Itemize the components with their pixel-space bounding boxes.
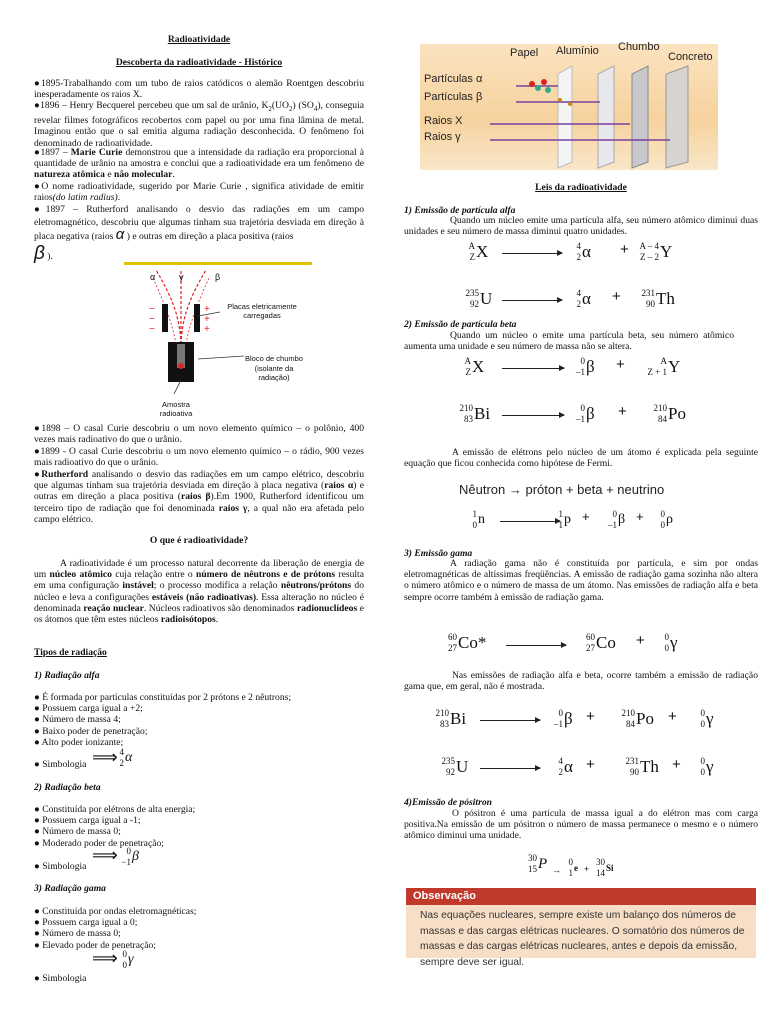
list-item: ● Constituída por elétrons de alta energia;: [34, 804, 196, 815]
implies-arrow: ⟹: [92, 747, 118, 767]
plus-sign: +: [582, 509, 590, 524]
nuclide-neutrino: 0 0 ρ: [660, 509, 673, 530]
history-subtitle: Descoberta da radioatividade - Histórico: [115, 57, 283, 68]
reaction-arrow: [502, 253, 562, 254]
nuclide-gamma: 0 0 γ: [700, 756, 714, 777]
pen-beta-label: Partículas β: [424, 91, 483, 103]
what-is-title: O que é radioatividade?: [149, 535, 249, 546]
penetration-figure: [420, 41, 718, 170]
gamma-emission-text: A radiação gama não é constituída por partícula, e sim por ondas eletromagnéticas de altíssimas freqüências. A emissão de radiação gama sozinha não altera o número atômico e o número de massa de um átomo. Nas emissões de radiação alfa e beta sempre ocorre também à emissão de radiação gama.: [404, 558, 758, 603]
alpha-emission-title: 1) Emissão de partícula alfa: [404, 205, 516, 216]
reaction-arrow: [502, 300, 562, 301]
nuclide-co: 60 27 Co: [586, 632, 616, 653]
list-item: ● Possuem carga igual a -1;: [34, 815, 141, 827]
plus-sign: +: [618, 403, 627, 420]
figure-alpha-label: α: [150, 272, 156, 282]
plus-sign: +: [616, 356, 625, 373]
svg-text:+: +: [204, 324, 210, 335]
nuclide-co-excited: 60 27 Co*: [448, 632, 487, 653]
deflection-diagram: [124, 262, 312, 422]
beta-title: 2) Radiação beta: [34, 782, 101, 793]
figure-plates-label: Placas eletricamente carregadas: [227, 302, 297, 320]
nuclide-gamma: 0 0 γ: [700, 708, 714, 729]
nuclide-alpha: 4 2 α: [558, 756, 573, 777]
positron-arrow: →: [552, 865, 561, 875]
list-item: ● Possuem carga igual a 0;: [34, 917, 138, 929]
nuclide-gamma: 0 0 γ: [664, 632, 678, 653]
reaction-arrow: [500, 521, 560, 522]
pen-aluminium-label: Alumínio: [556, 45, 599, 57]
plus-sign: +: [668, 708, 677, 725]
nuclide-alpha: 4 2 α: [576, 288, 591, 309]
deflection-figure: [124, 262, 312, 422]
pen-paper-label: Papel: [510, 47, 539, 59]
list-item: ● Constituída por ondas eletromagnéticas;: [34, 906, 197, 917]
list-item: ● Alto poder ionizante;: [34, 736, 124, 748]
nuclide-neutron: 1 0 n: [472, 509, 485, 530]
nuclide-th: 231 90 Th: [641, 288, 675, 309]
plus-sign: +: [672, 756, 681, 773]
nuclide-p: 30 15 P: [528, 853, 548, 874]
beta-emission-text: Quando um núcleo o emite uma partícula beta, seu número atômico aumenta uma unidade e seu número de massa não se altera.: [404, 330, 734, 353]
implies-arrow: ⟹: [92, 845, 118, 865]
nuclide-u: 235 92 U: [465, 288, 493, 309]
gamma-list: [34, 906, 364, 951]
definition-paragraph: A radioatividade é um processo natural decorrente da liberação de energia de um núcleo atômico cuja relação entre o número de nêutrons e de prótons resulta em uma configuração instável; o processo modifica a relação nêutrons/prótons do núcleo e leva a configurações estáveis (não radioativas). Essa alteração no núcleo é denominada reação nuclear. Núcleos radioativos são denominados radionuclídeos e os átomos que têm estes núcleos radioisótopos.: [34, 558, 365, 626]
history-1898: ●1898 – O casal Curie descobriu o um novo elemento químico – o polônio, 400 vezes mais radioativo do que o urânio.: [34, 423, 364, 446]
plus-sign: +: [620, 241, 629, 258]
reaction-arrow: [502, 415, 564, 416]
svg-text:−: −: [149, 324, 155, 335]
beta-list: [34, 804, 364, 849]
fermi-words-equation: Nêutron → próton + beta + neutrino: [459, 482, 665, 497]
pen-gamma-label: Raios γ: [424, 131, 461, 143]
implies-arrow: ⟹: [92, 948, 118, 968]
pen-lead-label: Chumbo: [618, 41, 660, 53]
list-item: ● Moderado poder de penetração;: [34, 837, 164, 849]
alpha-symbol: 4 2 α: [119, 747, 133, 768]
history-1896: ●1896 – Henry Becquerel percebeu que um sal de urânio, $K_2(UO_2)$ $(SO_4)$, conseguia revelar filmes fotográficos recobertos com papel ou por uma fina lâmina de metal. Imaginou então que o sal emitia alguma radiação desconhecida. O fenômeno foi denominado de radioatividade.: [34, 100, 364, 149]
list-item: ● Elevado poder de penetração;: [34, 939, 156, 951]
alpha-symbology-label: ● Simbologia: [34, 759, 87, 770]
figure-beta-label: β: [215, 272, 221, 282]
nuclide-x: A Z X: [464, 356, 485, 377]
gamma-emission-title: 3) Emissão gama: [404, 548, 473, 559]
history-name-origin: ●O nome radioatividade, sugerido por Marie Curie , significa atividade de emitir raios(do latim radius).: [34, 181, 364, 204]
svg-text:−: −: [149, 304, 155, 315]
svg-text:−: −: [149, 314, 155, 325]
nuclide-alpha: 4 2 α: [576, 241, 591, 262]
nuclide-po: 210 84 Po: [653, 403, 686, 424]
plus-sign: +: [636, 632, 645, 649]
history-1895: ●1895-Trabalhando com um tubo de raios catódicos o alemão Roentgen descobriu inesperadamente os raios X.: [34, 78, 364, 101]
pen-alpha-label: Partículas α: [424, 73, 483, 85]
nuclide-beta: 0 –1 β: [576, 403, 595, 424]
nuclide-x: A Z X: [468, 241, 489, 262]
list-item: ● Possuem carga igual a +2;: [34, 703, 143, 715]
nuclide-beta: 0 –1 β: [554, 708, 573, 729]
reaction-arrow: [480, 768, 540, 769]
figure-sample-label: Amostra radioativa: [159, 400, 193, 418]
plus-sign: +: [612, 288, 621, 305]
reaction-arrow: [480, 720, 540, 721]
nuclide-th: 231 90 Th: [625, 756, 659, 777]
gamma-emission-text-2: Nas emissões de radiação alfa e beta, ocorre também a emissão de radiação gama que, em geral, não é mostrada.: [404, 670, 758, 693]
positron-emission-text: O pósitron é uma partícula de massa igual a do elétron mas com carga positiva.Na emissão de um pósitron o número de massa permanece o mesmo e o número atômico diminui uma unidade.: [404, 808, 758, 842]
fermi-text: A emissão de elétrons pelo núcleo de um átomo é explicada pela seguinte equação que ficou conhecida como hipótese de Fermi.: [404, 447, 758, 470]
nuclide-po: 210 84 Po: [621, 708, 654, 729]
alpha-list: [34, 692, 364, 748]
page-title: Radioatividade: [167, 34, 231, 45]
pen-xray-label: Raios X: [424, 115, 463, 127]
observation-box: [406, 888, 756, 968]
history-1897-rutherford: ●1897 – Rutherford analisando o desvio das radiações em um campo eletromagnético, descobriu que algumas tinham sua trajetória desviada em direção à placa negativa (raios α ) e outras em direção a placa positiva (raios β ).: [34, 204, 364, 264]
figure-gamma-label: γ: [179, 272, 184, 282]
nuclide-proton: 1 1 p: [558, 509, 571, 530]
history-1899: ●1899 - O casal Curie descobriu o um novo elemento químico – o rádio, 900 vezes mais radioativo do que o urânio.: [34, 446, 364, 469]
types-title: Tipos de radiação: [34, 647, 107, 658]
beta-emission-title: 2) Emissão de partícula beta: [404, 319, 517, 330]
plus-sign: +: [586, 708, 595, 725]
gamma-title: 3) Radiação gama: [34, 883, 106, 894]
svg-text:+: +: [204, 314, 210, 325]
laws-title: Leis da radioatividade: [535, 182, 627, 193]
nuclide-si: 30 14 Si: [596, 857, 614, 878]
plus-sign: +: [584, 864, 590, 874]
plus-sign: +: [586, 756, 595, 773]
nuclide-u: 235 92 U: [441, 756, 469, 777]
reaction-arrow: [506, 645, 566, 646]
nuclide-beta: 0 –1 β: [576, 356, 595, 377]
figure-block-label: Bloco de chumbo (isolante da radiação): [245, 354, 303, 382]
observation-header: [406, 888, 756, 905]
plus-sign: +: [636, 509, 644, 524]
nuclide-bi: 210 83 Bi: [459, 403, 491, 424]
reaction-arrow: [502, 368, 564, 369]
pen-concrete-label: Concreto: [668, 51, 713, 63]
nuclide-y: A – 4 Z – 2 Y: [639, 241, 673, 262]
gamma-symbol: 0 0 γ: [122, 949, 134, 970]
gamma-symbology-label: ● Simbologia: [34, 973, 87, 984]
nuclide-bi: 210 83 Bi: [435, 708, 467, 729]
list-item: ● Baixo poder de penetração;: [34, 725, 148, 737]
nuclide-y: A Z + 1 Y: [647, 356, 681, 377]
list-item: ● Número de massa 0;: [34, 826, 121, 838]
list-item: ● Número de massa 0;: [34, 928, 121, 940]
beta-symbol: 0 −1 β: [121, 846, 139, 867]
nuclide-beta: 0 –1 β: [608, 509, 626, 530]
nuclide-positron: 0 1 e: [568, 857, 578, 878]
beta-symbology-label: ● Simbologia: [34, 861, 87, 872]
history-1897-curie: ●1897 – Marie Curie demonstrou que a intensidade da radiação era proporcional à quantidade de urânio na amostra e conclui que a radioatividade era um fenômeno de natureza atômica e não molecular.: [34, 147, 365, 181]
alpha-title: 1) Radiação alfa: [34, 670, 100, 681]
history-rutherford: ●Rutherford analisando o desvio das radiações em um campo elétrico, descobriu que algumas tinham sua trajetória desviada em direção à placa negativa (raios α) e outras em direção a placa positiva (raios β).Em 1900, Rutherford identificou um terceiro tipo de radiação que foi denominada raios γ, a qual não era afetada pelo campo elétrico.: [34, 469, 364, 525]
list-item: ● Número de massa 4;: [34, 714, 121, 726]
observation-title: Observação: [413, 890, 476, 902]
alpha-emission-text: Quando um núcleo emite uma partícula alfa, seu número atômico diminui duas unidades e seu número de massa diminui quatro unidades.: [404, 215, 758, 238]
svg-text:+: +: [204, 304, 210, 315]
list-item: ● É formada por partículas constituídas por 2 prótons e 2 nêutrons;: [34, 692, 292, 703]
positron-emission-title: 4)Emissão de pósitron: [404, 797, 492, 808]
observation-text: Nas equações nucleares, sempre existe um balanço dos números de massas e das cargas elétricas nucleares. O somatório dos números de massas e das cargas elétricas nucleares, antes e depois da emissão, sempre deve ser igual.: [420, 910, 745, 968]
